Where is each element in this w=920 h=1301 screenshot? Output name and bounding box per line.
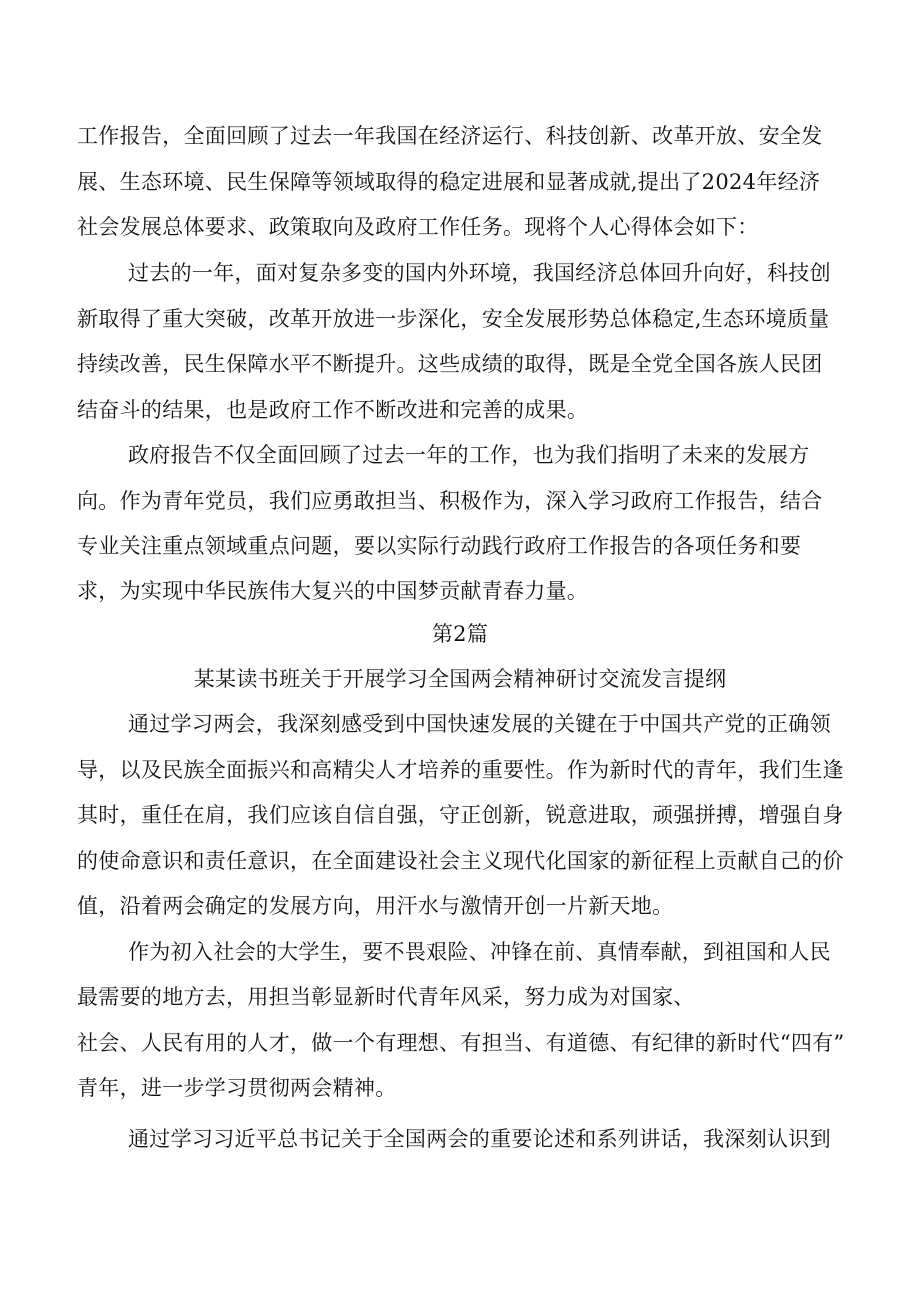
text-line: 持续改善，民生保障水平不断提升。这些成绩的取得，既是全党全国各族人民团 [77, 352, 823, 376]
text-line: 求，为实现中华民族伟大复兴的中国梦贡献青春力量。 [77, 579, 589, 603]
section-heading: 第2篇 [431, 622, 489, 646]
text-line: 社会、人民有用的人才，做一个有理想、有担当、有道德、有纪律的新时代“四有” [77, 1031, 845, 1055]
text-line: 新取得了重大突破，改革开放进一步深化，安全发展形势总体稳定,生态环境质量 [77, 307, 830, 331]
text-line: 的使命意识和责任意识，在全面建设社会主义现代化国家的新征程上贡献自己的价 [77, 849, 844, 873]
text-line: 通过学习两会，我深刻感受到中国快速发展的关键在于中国共产党的正确领 [128, 712, 831, 736]
text-line: 导，以及民族全面振兴和高精尖人才培养的重要性。作为新时代的青年，我们生逢 [77, 758, 844, 782]
text-line: 社会发展总体要求、政策取向及政府工作任务。现将个人心得体会如下： [77, 215, 759, 239]
text-line: 值，沿着两会确定的发展方向，用汗水与激情开创一片新天地。 [77, 894, 674, 918]
text-line: 其时，重任在肩，我们应该自信自强，守正创新，锐意进取，顽强拼搏，增强自身 [77, 803, 844, 827]
text-line: 最需要的地方去，用担当彰显新时代青年风采，努力成为对国家、 [77, 985, 695, 1009]
text-line: 过去的一年，面对复杂多变的国内外环境，我国经济总体回升向好，科技创 [128, 261, 831, 285]
text-line: 工作报告，全面回顾了过去一年我国在经济运行、科技创新、改革开放、安全发 [77, 124, 823, 148]
text-line: 青年，进一步学习贯彻两会精神。 [77, 1076, 397, 1100]
text-line: 专业关注重点领域重点问题，要以实际行动践行政府工作报告的各项任务和要 [77, 534, 802, 558]
section-title: 某某读书班关于开展学习全国两会精神研讨交流发言提纲 [193, 667, 727, 691]
text-line: 展、生态环境、民生保障等领域取得的稳定进展和显著成就,提出了2024年经济 [77, 170, 821, 194]
text-line: 通过学习习近平总书记关于全国两会的重要论述和系列讲话，我深刻认识到 [128, 1127, 831, 1151]
text-line: 向。作为青年党员，我们应勇敢担当、积极作为，深入学习政府工作报告，结合 [77, 489, 823, 513]
text-line: 作为初入社会的大学生，要不畏艰险、冲锋在前、真情奉献，到祖国和人民 [128, 940, 831, 964]
text-line: 结奋斗的结果，也是政府工作不断改进和完善的成果。 [77, 398, 589, 422]
text-line: 政府报告不仅全面回顾了过去一年的工作，也为我们指明了未来的发展方 [128, 443, 810, 467]
